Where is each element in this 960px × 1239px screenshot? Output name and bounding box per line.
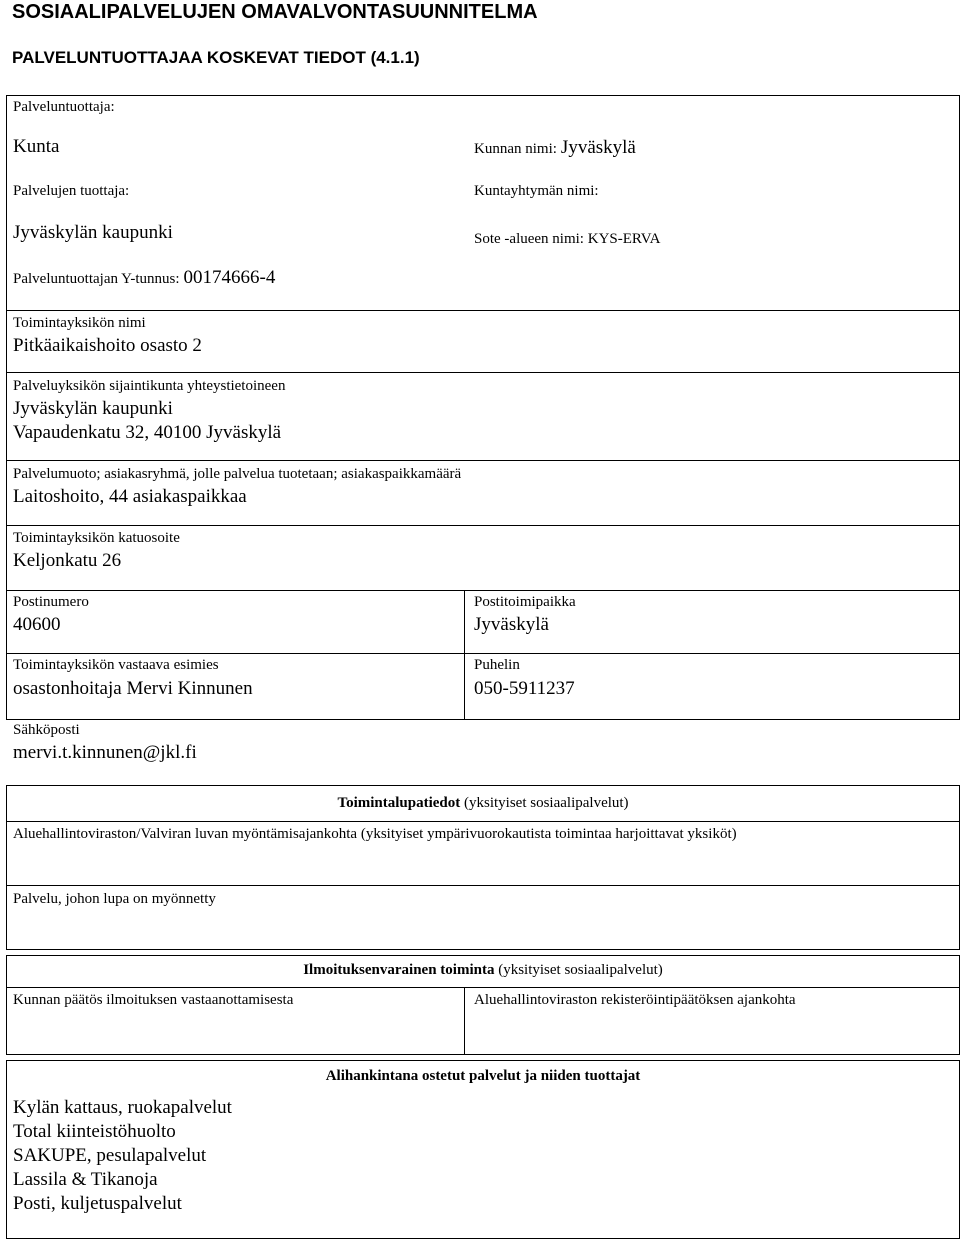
row-divider [6, 653, 960, 654]
municipality-value: Jyväskylä [560, 137, 636, 158]
row-divider [6, 590, 960, 591]
business-id-field [13, 267, 275, 289]
row-divider [6, 525, 960, 526]
column-divider [464, 987, 465, 1055]
row-divider [6, 987, 960, 988]
license-date-label: Aluehallintoviraston/Valviran luvan myöntämisajankohta (yksityiset ympärivuorokautista toimintaa harjoittavat yksiköt) [13, 826, 737, 842]
email-label: Sähköposti [13, 722, 80, 738]
list-item: SAKUPE, pesulapalvelut [13, 1145, 207, 1166]
post-office-label: Postitoimipaikka [474, 594, 576, 610]
row-divider [6, 821, 960, 822]
row-divider [6, 885, 960, 886]
location-line2: Vapaudenkatu 32, 40100 Jyväskylä [13, 422, 282, 443]
notification-heading [6, 962, 960, 979]
list-item: Total kiinteistöhuolto [13, 1121, 176, 1142]
phone-value: 050-5911237 [474, 678, 575, 699]
service-form-value: Laitoshoito, 44 asiakaspaikkaa [13, 486, 247, 507]
row-divider [6, 310, 960, 311]
email-value[interactable]: mervi.t.kinnunen@jkl.fi [13, 742, 197, 763]
manager-value: osastonhoitaja Mervi Kinnunen [13, 678, 253, 699]
list-item: Posti, kuljetuspalvelut [13, 1193, 182, 1214]
sote-field [474, 231, 660, 248]
producer-value: Jyväskylän kaupunki [13, 222, 173, 243]
joint-authority-label: Kuntayhtymän nimi: [474, 183, 599, 199]
row-divider [6, 372, 960, 373]
service-form-label: Palvelumuoto; asiakasryhmä, jolle palvelua tuotetaan; asiakaspaikkamäärä [13, 466, 462, 482]
subcontracting-heading: Alihankintana ostetut palvelut ja niiden tuottajat [325, 1068, 641, 1084]
business-id-value: 00174666-4 [183, 267, 276, 288]
list-item: Lassila & Tikanoja [13, 1169, 158, 1190]
provider-value: Kunta [13, 136, 60, 157]
sote-label: Sote -alueen nimi: [474, 231, 584, 247]
business-id-label: Palveluntuottajan Y-tunnus: [13, 271, 180, 287]
license-heading [6, 795, 960, 812]
producer-label: Palvelujen tuottaja: [13, 183, 130, 199]
list-item: Kylän kattaus, ruokapalvelut [13, 1097, 232, 1118]
location-line1: Jyväskylän kaupunki [13, 398, 173, 419]
registration-label: Aluehallintoviraston rekisteröintipäätöksen ajankohta [474, 992, 796, 1008]
provider-label: Palveluntuottaja: [13, 99, 115, 115]
location-label: Palveluyksikön sijaintikunta yhteystietoineen [13, 378, 286, 394]
street-label: Toimintayksikön katuosoite [13, 530, 180, 546]
street-value: Keljonkatu 26 [13, 550, 122, 571]
unit-name-value: Pitkäaikaishoito osasto 2 [13, 335, 202, 356]
row-divider [6, 460, 960, 461]
municipality-label: Kunnan nimi: [474, 141, 557, 157]
post-office-value: Jyväskylä [474, 614, 549, 635]
license-heading-bold: Toimintalupatiedot [337, 795, 461, 811]
postcode-value: 40600 [13, 614, 61, 635]
postcode-label: Postinumero [13, 594, 89, 610]
decision-label: Kunnan päätös ilmoituksen vastaanottamisesta [13, 992, 294, 1008]
unit-name-label: Toimintayksikön nimi [13, 315, 146, 331]
sote-value: KYS-ERVA [587, 231, 661, 247]
phone-label: Puhelin [474, 657, 520, 673]
document-title: SOSIAALIPALVELUJEN OMAVALVONTASUUNNITELMA [12, 1, 538, 23]
license-heading-rest: (yksityiset sosiaalipalvelut) [460, 795, 629, 811]
section-title: PALVELUNTUOTTAJAA KOSKEVAT TIEDOT (4.1.1) [12, 48, 420, 67]
notification-heading-bold: Ilmoituksenvarainen toiminta [303, 962, 495, 978]
manager-label: Toimintayksikön vastaava esimies [13, 657, 219, 673]
license-service-label: Palvelu, johon lupa on myönnetty [13, 891, 216, 907]
municipality-field [474, 137, 636, 159]
notification-heading-rest: (yksityiset sosiaalipalvelut) [494, 962, 663, 978]
column-divider [464, 590, 465, 720]
